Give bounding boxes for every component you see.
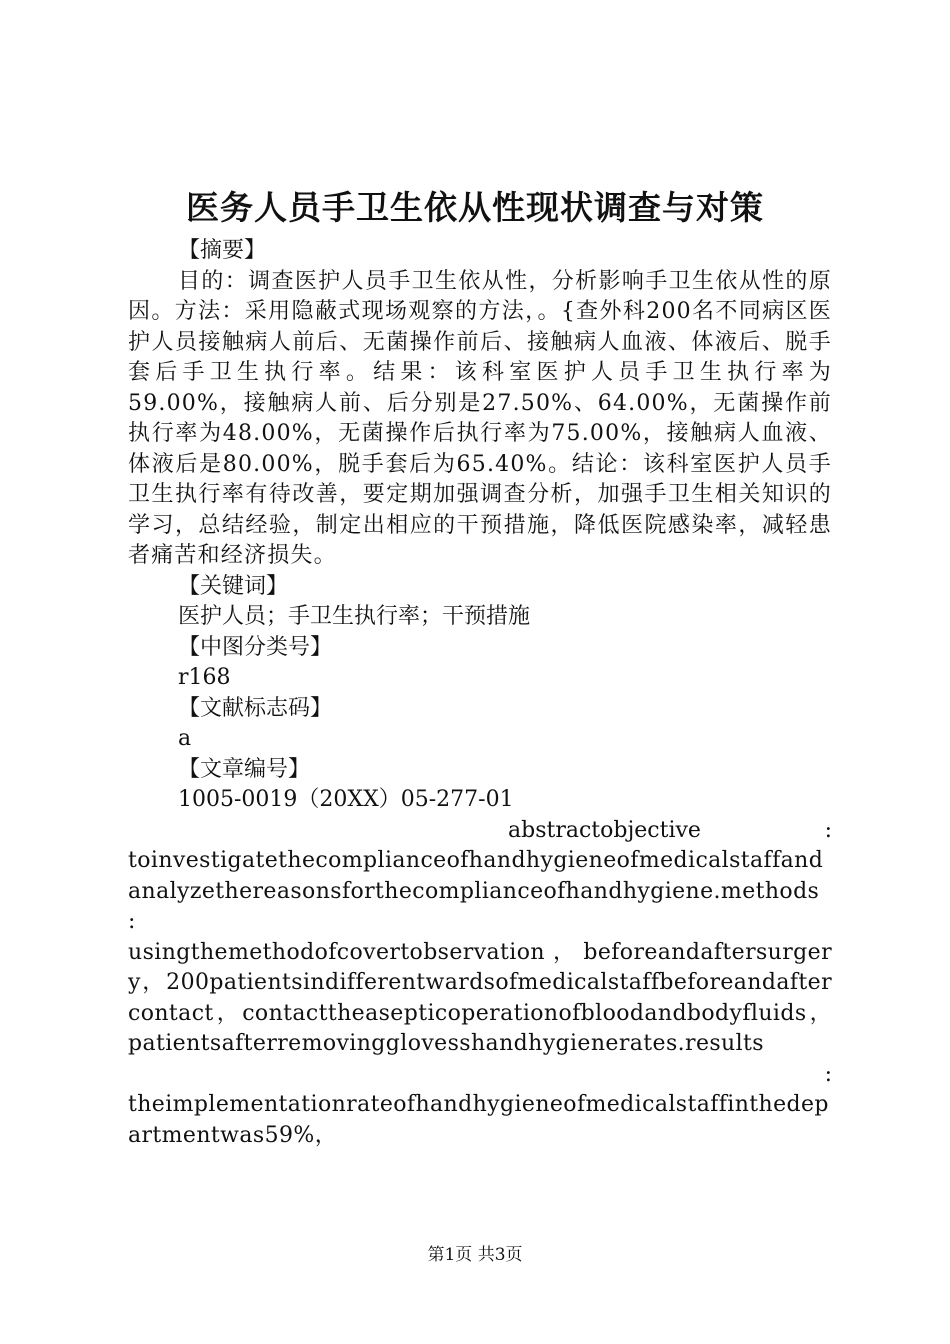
article-no-value: 1005-0019（20XX）05-277-01 bbox=[178, 787, 514, 812]
doc-code-value: a bbox=[178, 726, 192, 751]
english-results-text: theimplementationrateofhandhygieneofmedicalstaffinthedepartmentwas59%， bbox=[128, 1092, 829, 1148]
english-abstract-label-row bbox=[128, 816, 832, 847]
clc-value: r168 bbox=[178, 665, 231, 690]
english-objective-text: toinvestigatethecomplianceofhandhygieneofmedicalstaffandanalyzethereasonsforthecomplianceofhandhygiene.methods bbox=[128, 848, 824, 904]
english-methods-text: usingthemethodofcovertobservation，beforeandaftersurgery，200patientsindifferentwardsofmedicalstaffbeforeandaftercontact，contacttheasepticoperationofbloodandbodyfluids，patientsafterremovingglovesshandhygienerates.results bbox=[128, 939, 832, 1056]
english-results-colon: : bbox=[824, 1061, 832, 1087]
clc-heading: 【中图分类号】 bbox=[178, 634, 333, 660]
keywords-heading: 【关键词】 bbox=[178, 573, 289, 599]
english-results-colon-row bbox=[128, 1060, 832, 1091]
document-title: 医务人员手卫生依从性现状调查与对策 bbox=[186, 188, 764, 227]
doc-code-heading: 【文献标志码】 bbox=[178, 695, 333, 721]
abstract-text: 目的：调查医护人员手卫生依从性，分析影响手卫生依从性的原因。方法：采用隐蔽式现场观察的方法，。{查外科200名不同病区医护人员接触病人前后、无菌操作前后、接触病人血液、体液后、脱手套后手卫生执行率。结果：该科室医护人员手卫生执行率为59.00%，接触病人前、后分别是27.50%、64.00%，无菌操作前执行率为48.00%，无菌操作后执行率为75.00%，接触病人血液、体液后是80.00%，脱手套后为65.40%。结论：该科室医护人员手卫生执行率有待改善，要定期加强调查分析，加强手卫生相关知识的学习，总结经验，制定出相应的干预措施，降低医院感染率，减轻患者痛苦和经济损失。 bbox=[128, 268, 832, 568]
keywords-text: 医护人员；手卫生执行率；干预措施 bbox=[178, 604, 531, 629]
abstract-heading: 【摘要】 bbox=[178, 238, 267, 263]
english-abstract-colon: : bbox=[824, 817, 832, 843]
english-abstract-label: abstractobjective bbox=[508, 817, 701, 843]
page-footer: 第1页 共3页 bbox=[427, 1245, 523, 1265]
article-no-heading: 【文章编号】 bbox=[178, 756, 311, 782]
document-body bbox=[128, 236, 832, 1151]
english-methods-colon: : bbox=[128, 909, 136, 934]
